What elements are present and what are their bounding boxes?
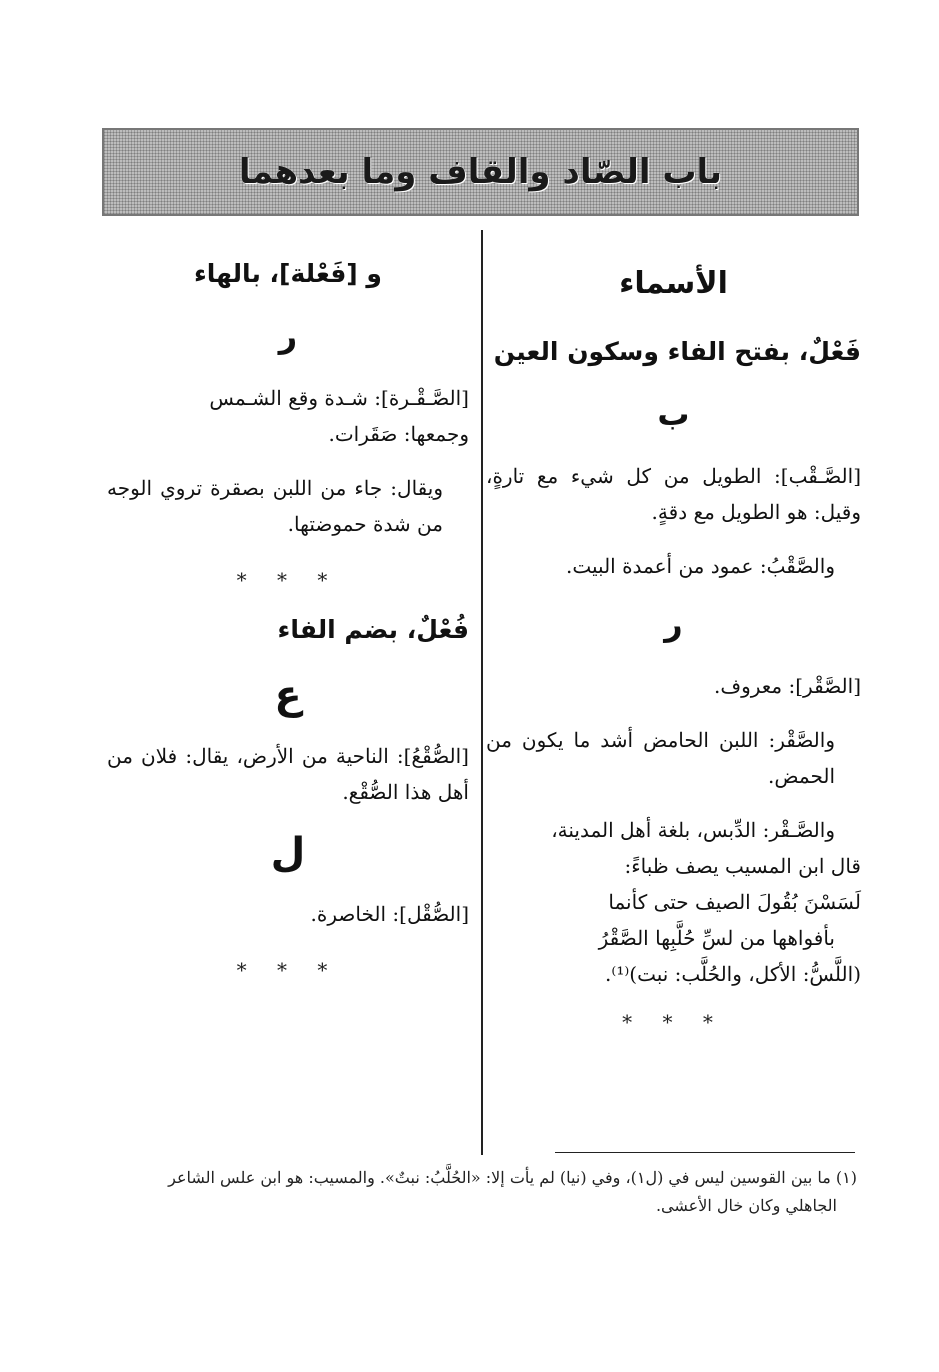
gloss: (اللَّسُّ: الأكل، والحُلَّب: نبت)⁽¹⁾. [605, 962, 861, 986]
separator-2: * * * [236, 958, 340, 982]
entry-saqb-2: والصَّقْبُ: عمود من أعمدة البيت. [566, 554, 835, 578]
pattern-heading: فَعْلٌ، بفتح الفاء وسكون العين [493, 337, 861, 366]
entry-saqra-usage: ويقال: جاء من اللبن بصقرة تروي الوجه من شدة حموضتها. [107, 476, 443, 536]
entry-suql: [الصُّقْل]: الخاصرة. [310, 902, 469, 926]
quote-intro: قال ابن المسيب يصف ظباءً: [624, 854, 861, 878]
entry-saqra: [الصَّـقْـرة]: شـدة وقع الشـمس [209, 386, 469, 410]
separator: * * * [622, 1010, 725, 1034]
section-title: الأسماء [619, 266, 728, 301]
chapter-title: باب الصّاد والقاف وما بعدهما [238, 152, 723, 192]
entry-saqra-plural: وجمعها: صَقَرات. [328, 422, 469, 446]
chapter-banner [102, 128, 859, 216]
footnote-line-2: الجاهلي وكان خال الأعشى. [655, 1196, 837, 1215]
letter-heading-l: ل [270, 830, 306, 876]
footnote-line-1: (١) ما بين القوسين ليس في (ل١)، وفي (نيا) لم يأت إلا: «الحُلَّبُ: نبتٌ». والمسيب: هو ابن علس الشاعر [168, 1168, 857, 1187]
entry-saqr: [الصَّقْر]: معروف. [714, 674, 861, 698]
letter-heading-ain: ع [274, 672, 302, 718]
separator-1: * * * [236, 568, 340, 592]
left-column [107, 230, 469, 998]
entry-suq: [الصُّقْعُ]: الناحية من الأرض، يقال: فلان من أهل هذا الصُّقْع. [107, 744, 469, 804]
letter-heading-r: ر [664, 605, 683, 643]
right-column [486, 230, 861, 1050]
pattern-heading-fa3la: و [فَعْلة]، بالهاء [194, 259, 382, 288]
letter-heading-b: ب [657, 395, 690, 433]
entry-saqb: [الصَّـقْب]: الطويل من كل شيء مع تارةٍ، وقيل: هو الطويل مع دقةٍ. [486, 464, 861, 524]
letter-heading-r: ر [278, 317, 298, 355]
entry-saqr-3: والصَّـقْر: الدِّبس، بلغة أهل المدينة، [551, 818, 835, 842]
pattern-heading-fu3l: فُعْلٌ، بضم الفاء [277, 615, 469, 644]
footnote [109, 1164, 857, 1220]
entry-saqr-2: والصَّقْر: اللبن الحامض أشد ما يكون من الحمض. [486, 728, 835, 788]
verse-line-2: بأفواهها من لسِّ حُلَّبِها الصَّقْرُ [598, 926, 835, 950]
column-divider [481, 230, 483, 1155]
verse-line-1: لَسَسْنَ بُقُولَ الصيف حتى كأنما [608, 890, 861, 914]
footnote-rule [555, 1152, 855, 1153]
